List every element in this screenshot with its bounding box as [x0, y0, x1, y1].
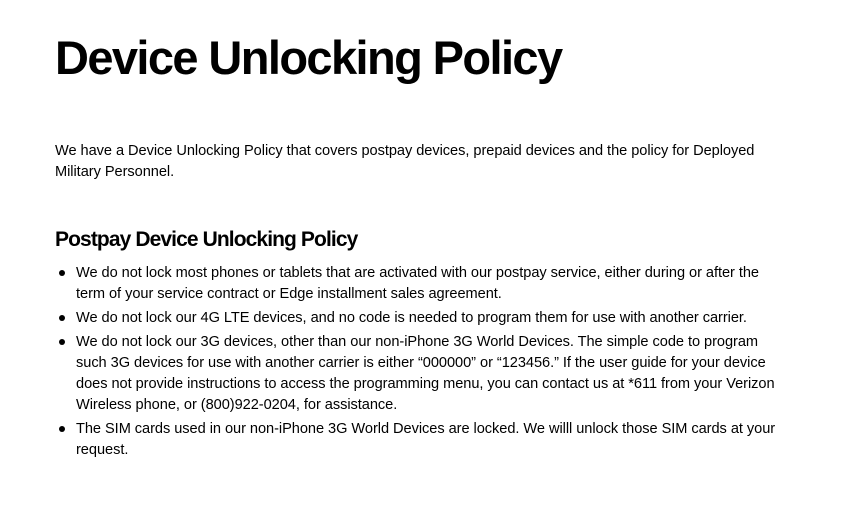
policy-item-text: The SIM cards used in our non-iPhone 3G World Devices are locked. We willl unlock those SIM cards at your request. — [76, 421, 776, 458]
policy-list-item — [55, 419, 780, 461]
bullet-icon — [59, 270, 65, 276]
bullet-icon — [59, 426, 65, 432]
bullet-icon — [59, 315, 65, 321]
policy-list-item — [55, 332, 780, 416]
page-title: Device Unlocking Policy — [55, 31, 562, 84]
intro-paragraph: We have a Device Unlocking Policy that covers postpay devices, prepaid devices and the policy for Deployed Military Personnel. — [55, 143, 755, 180]
postpay-policy-list — [55, 263, 780, 464]
policy-list-item — [55, 308, 780, 329]
postpay-section-heading: Postpay Device Unlocking Policy — [55, 228, 358, 251]
policy-item-text: We do not lock most phones or tablets that are activated with our postpay service, either during or after the term of your service contract or Edge installment sales agreement. — [76, 265, 759, 302]
policy-item-text: We do not lock our 4G LTE devices, and no code is needed to program them for use with another carrier. — [76, 310, 747, 326]
policy-item-text: We do not lock our 3G devices, other than our non-iPhone 3G World Devices. The simple code to program such 3G devices for use with another carrier is either “000000” or “123456.” If the user guide for your device does not provide instructions to access the programming menu, you can contact us at *611 from your Verizon Wireless phone, or (800)922-0204, for assistance. — [76, 334, 775, 413]
policy-list-item — [55, 263, 780, 305]
bullet-icon — [59, 339, 65, 345]
